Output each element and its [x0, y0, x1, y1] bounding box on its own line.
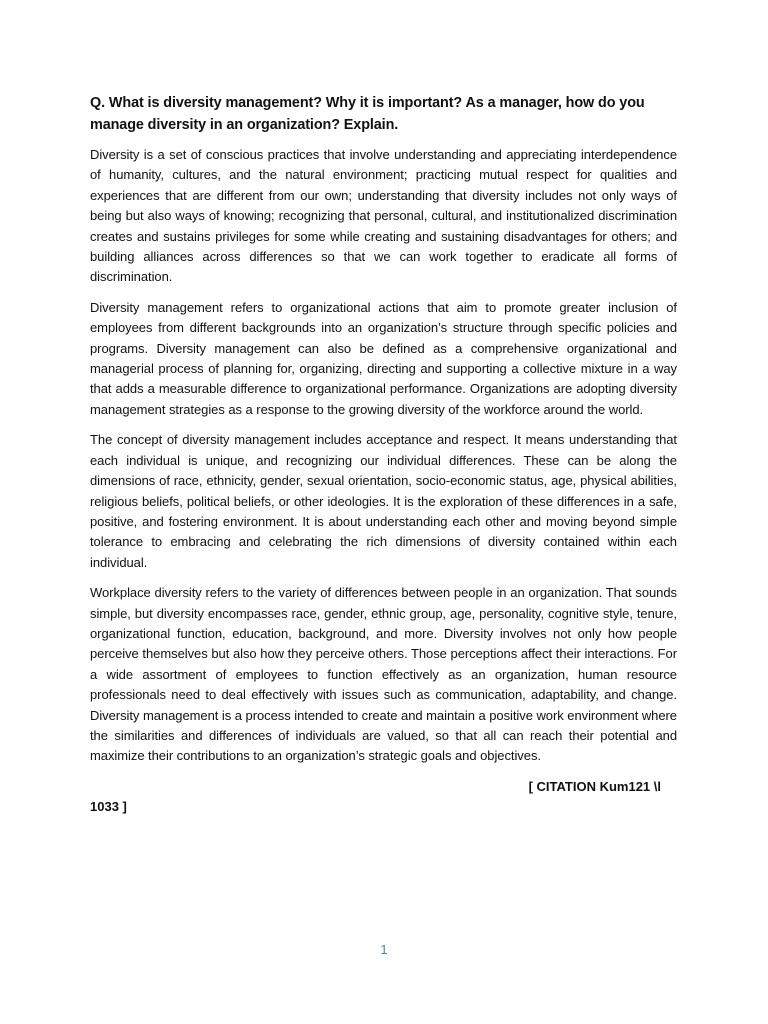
page-number: 1: [380, 942, 388, 957]
document-body: [90, 92, 677, 817]
question-heading: Q. What is diversity management? Why it is important? As a manager, how do you manage diversity in an organization? Explain.: [90, 95, 645, 133]
paragraph-diversity-management: Diversity management refers to organizational actions that aim to promote greater inclusion of employees from different backgrounds into an organization’s structure through specific policies and programs. Diversity management can also be defined as a comprehensive organizational and managerial process of planning for, organizing, directing and supporting a collective mixture in a way that adds a measurable difference to organizational performance. Organizations are adopting diversity management strategies as a response to the growing diversity of the workforce around the world.: [90, 299, 677, 417]
paragraph-definition: Diversity is a set of conscious practices that involve understanding and appreciating interdependence of humanity, cultures, and the natural environment; practicing mutual respect for qualities and experiences that are different from our own; understanding that diversity includes not only ways of being but also ways of knowing; recognizing that personal, cultural, and institutionalized discrimination creates and sustains privileges for some while creating and sustaining disadvantages for others; and building alliances across differences so that we can work together to eradicate all forms of discrimination.: [90, 147, 677, 285]
citation-line-1: [ CITATION Kum121 \l: [528, 778, 661, 794]
paragraph-concept: The concept of diversity management includes acceptance and respect. It means understanding that each individual is unique, and recognizing our individual differences. These can be along the dimensions of race, ethnicity, gender, sexual orientation, socio-economic status, age, physical abilities, religious beliefs, political beliefs, or other ideologies. It is the exploration of these differences in a safe, positive, and fostering environment. It is about understanding each other and moving beyond simple tolerance to embracing and celebrating the rich dimensions of diversity contained within each individual.: [90, 432, 677, 570]
citation-line-2: 1033 ]: [90, 798, 127, 814]
paragraph-workplace-diversity: Workplace diversity refers to the variety of differences between people in an organization. That sounds simple, but diversity encompasses race, gender, ethnic group, age, personality, cognitive style, tenure, organizational function, education, background, and more. Diversity involves not only how people perceive themselves but also how they perceive others. Those perceptions affect their interactions. For a wide assortment of employees to function effectively as an organization, human resource professionals need to deal effectively with issues such as communication, adaptability, and change. Diversity management is a process intended to create and maintain a positive work environment where the similarities and differences of individuals are valued, so that all can reach their potential and maximize their contributions to an organization’s strategic goals and objectives.: [90, 585, 677, 764]
citation-field: [90, 777, 677, 817]
